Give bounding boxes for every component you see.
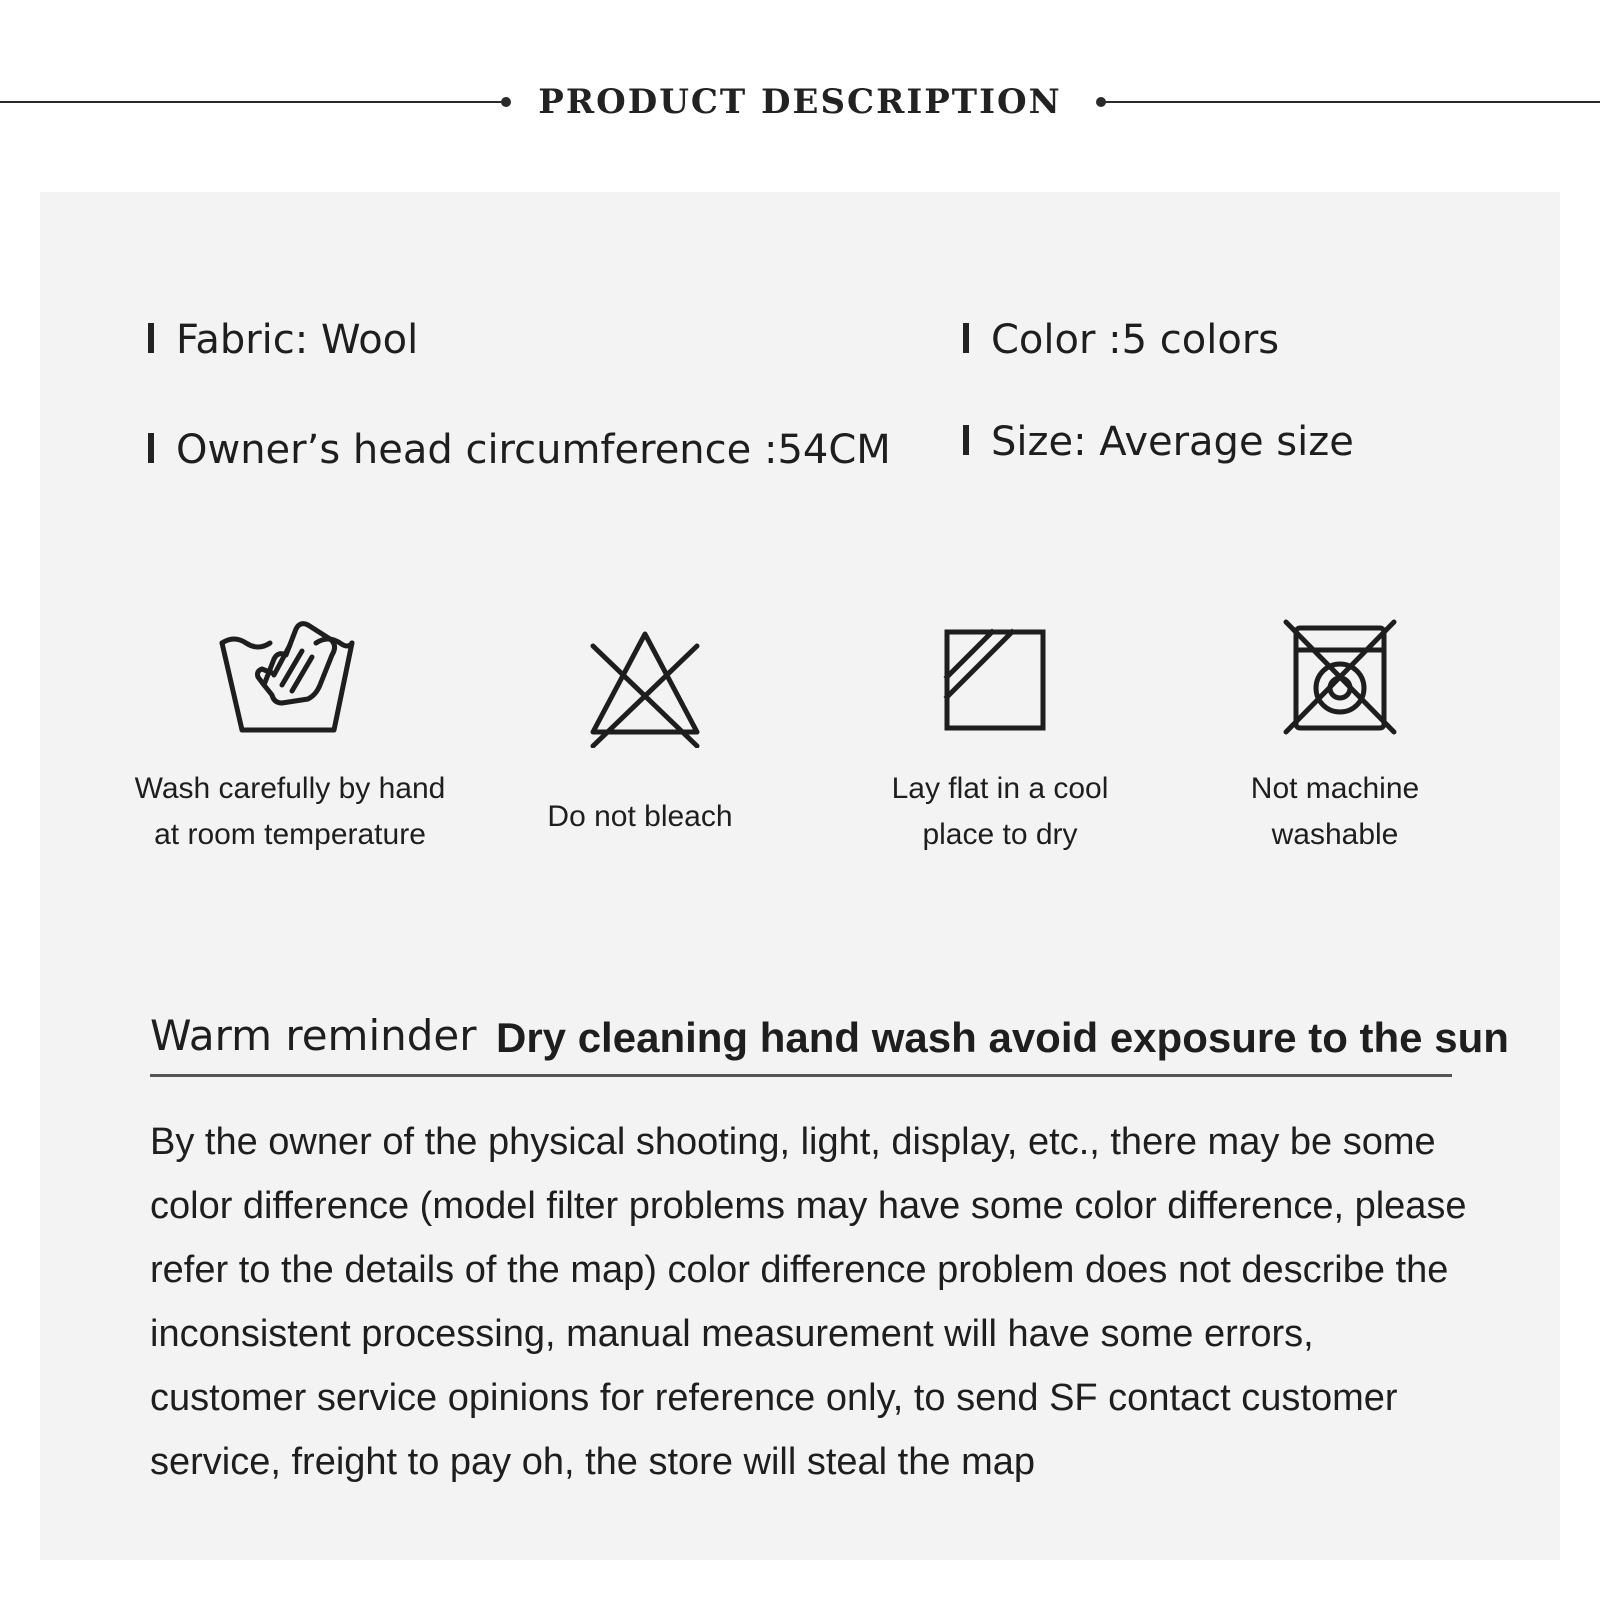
spec-color-text: Color :5 colors (991, 317, 1280, 363)
reminder-body: By the owner of the physical shooting, light, display, etc., there may be some color difference (model filter problems may have some color difference, please refer to the details of the map) color difference problem does not describe the inconsistent processing, manual measurement will have some errors, customer service opinions for reference only, to send SF contact customer service, freight to pay oh, the store will steal the map (150, 1121, 1467, 1483)
bullet-bar (963, 425, 969, 455)
spec-head-text: Owner’s head circumference :54CM (176, 427, 891, 473)
spec-size (963, 417, 1354, 467)
care-label-no-machine-wash: Not machine washable (1250, 772, 1420, 851)
spec-color (963, 315, 1279, 365)
care-label-no-bleach: Do not bleach (547, 800, 733, 833)
spec-fabric (148, 315, 418, 365)
header-rule-left (0, 101, 506, 103)
care-label-hand-wash: Wash carefully by hand at room temperature (134, 772, 446, 851)
care-label-dry-flat: Lay flat in a cool place to dry (891, 772, 1109, 851)
header-rule-right (1104, 101, 1600, 103)
reminder-title: Warm reminder (150, 1011, 477, 1060)
page-title: PRODUCT DESCRIPTION (538, 82, 1062, 122)
spec-size-text: Size: Average size (991, 419, 1354, 465)
bullet-bar (148, 323, 154, 353)
reminder-subtitle: Dry cleaning hand wash avoid exposure to the sun (496, 1014, 1509, 1061)
no-machine-wash-icon (1280, 618, 1400, 738)
spec-head-circumference (148, 425, 891, 475)
bullet-bar (963, 323, 969, 353)
dry-flat-shade-icon (940, 625, 1050, 735)
header-dot-left (501, 97, 511, 107)
hand-wash-icon (212, 615, 362, 735)
bullet-bar (148, 433, 154, 463)
no-bleach-icon (585, 628, 705, 748)
spec-fabric-text: Fabric: Wool (176, 317, 419, 363)
reminder-divider (150, 1074, 1452, 1077)
